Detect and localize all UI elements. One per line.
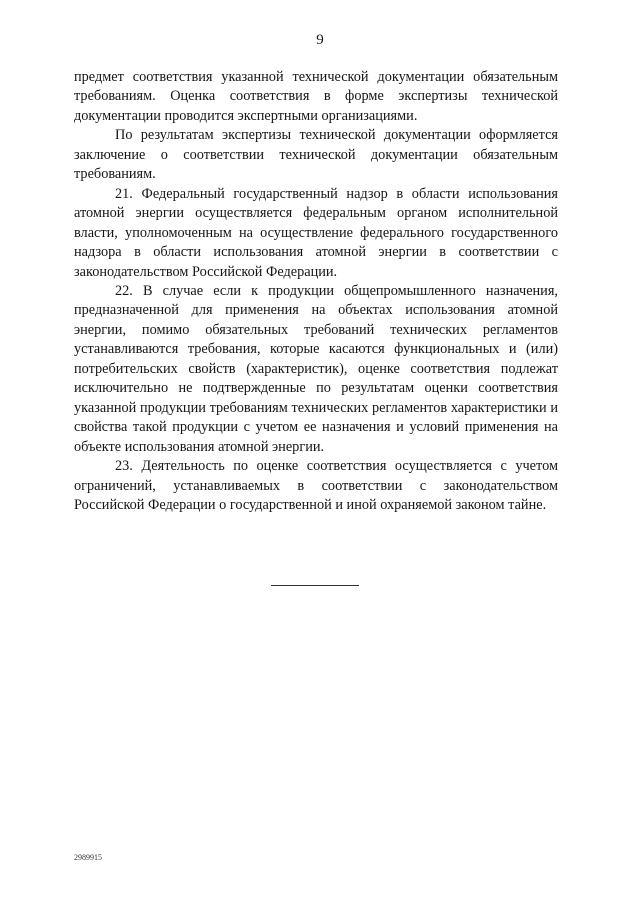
paragraph-21: 21. Федеральный государственный надзор в области использования атомной энергии осуществляется федеральным органом исполнительной власти, уполномоченным на осуществление федерального государственного надзора в области использования атомной энергии в соответствии с законодательством Российской Федерации. [74, 185, 558, 280]
paragraph-22: 22. В случае если к продукции общепромышленного назначения, предназначенной для применения на объектах использования атомной энергии, помимо обязательных требований технических регламентов устанавливаются требования, которые касаются функциональных и (или) потребительских свойств (характеристик), оценке соответствия подлежат исключительно не подтвержденные по результатам оценки соответствия указанной продукции требованиям технических регламентов характеристики и свойства такой продукции с учетом ее назначения и условий применения на объекте использования атомной энергии. [74, 282, 558, 455]
document-code: 2989915 [74, 853, 102, 862]
paragraph-23: 23. Деятельность по оценке соответствия осуществляется с учетом ограничений, устанавливаемых в соответствии с законодательством Российской Федерации о государственной и иной охраняемой законом тайне. [74, 458, 558, 513]
paragraph-continuation: предмет соответствия указанной технической документации обязательным требованиям. Оценка соответствия в форме экспертизы технической документации проводится экспертными организациями. [74, 69, 558, 124]
document-body [74, 68, 558, 515]
end-of-document-rule [271, 585, 359, 586]
page-number: 9 [316, 32, 324, 48]
paragraph-expertise-conclusion: По результатам экспертизы технической документации оформляется заключение о соответствии технической документации обязательным требованиям. [74, 127, 558, 183]
